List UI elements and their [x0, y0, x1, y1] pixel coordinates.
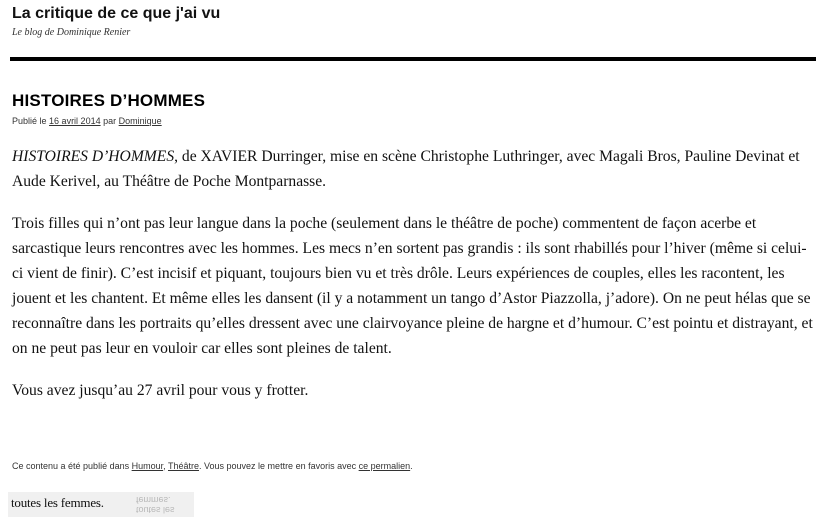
footer-separator: ,: [163, 461, 166, 471]
site-title[interactable]: La critique de ce que j'ai vu: [12, 5, 221, 22]
body-paragraph: Trois filles qui n’ont pas leur langue dans la poche (seulement dans le théâtre de poche) commentent de façon acerbe et sarcastique leurs rencontres avec les hommes. Les mecs n’en sortent pas grandis : ils sont rhabillés pour l’hiver (même si celui-ci vient de finir). C’est incisif et piquant, toujours bien vu et très drôle. Leurs expériences de couples, elles les racontent, les jouent et les chantent. Et même elles les dansent (il y a notamment un tango d’Astor Piazzolla, j’adore). On ne peut hélas que se reconnaître dans les portraits qu’elles dressent avec une clairvoyance pleine de hargne et d’humour. C’est pointu et distrayant, et on ne peut pas leur en vouloir car elles sont pleines de talent.: [12, 215, 813, 357]
intro-title: HISTOIRES D’HOMMES: [12, 148, 175, 165]
meta-by: par: [103, 116, 117, 126]
post-title: HISTOIRES D’HOMMES: [12, 91, 206, 110]
author-link[interactable]: Dominique: [118, 116, 162, 126]
next-post-preview[interactable]: [8, 492, 194, 517]
post-footer: [12, 461, 413, 471]
site-header: [12, 4, 220, 38]
category-humour-link[interactable]: Humour: [131, 461, 164, 471]
next-post-label[interactable]: toutes les femmes.: [11, 495, 104, 510]
post-meta: [12, 116, 162, 126]
intro-paragraph: [12, 144, 817, 194]
header-divider: [10, 57, 816, 61]
closing-paragraph: Vous avez jusqu’au 27 avril pour vous y frotter.: [12, 382, 309, 399]
footer-middle: . Vous pouvez le mettre en favoris avec: [199, 461, 357, 471]
site-description: Le blog de Dominique Renier: [12, 27, 131, 38]
footer-end: .: [410, 461, 413, 471]
next-post-reflection: toutes les femmes.: [136, 495, 175, 515]
post-content: [12, 144, 817, 420]
meta-prefix: Publié le: [12, 116, 47, 126]
intro-text: , de XAVIER Durringer, mise en scène Christophe Luthringer, avec Magali Bros, Pauline Devinat et Aude Kerivel, au Théâtre de Poche Montparnasse.: [12, 148, 800, 190]
footer-prefix: Ce contenu a été publié dans: [12, 461, 130, 471]
permalink-link[interactable]: ce permalien: [358, 461, 411, 471]
category-theatre-link[interactable]: Théâtre: [167, 461, 200, 471]
post-date-link[interactable]: 16 avril 2014: [49, 116, 101, 126]
